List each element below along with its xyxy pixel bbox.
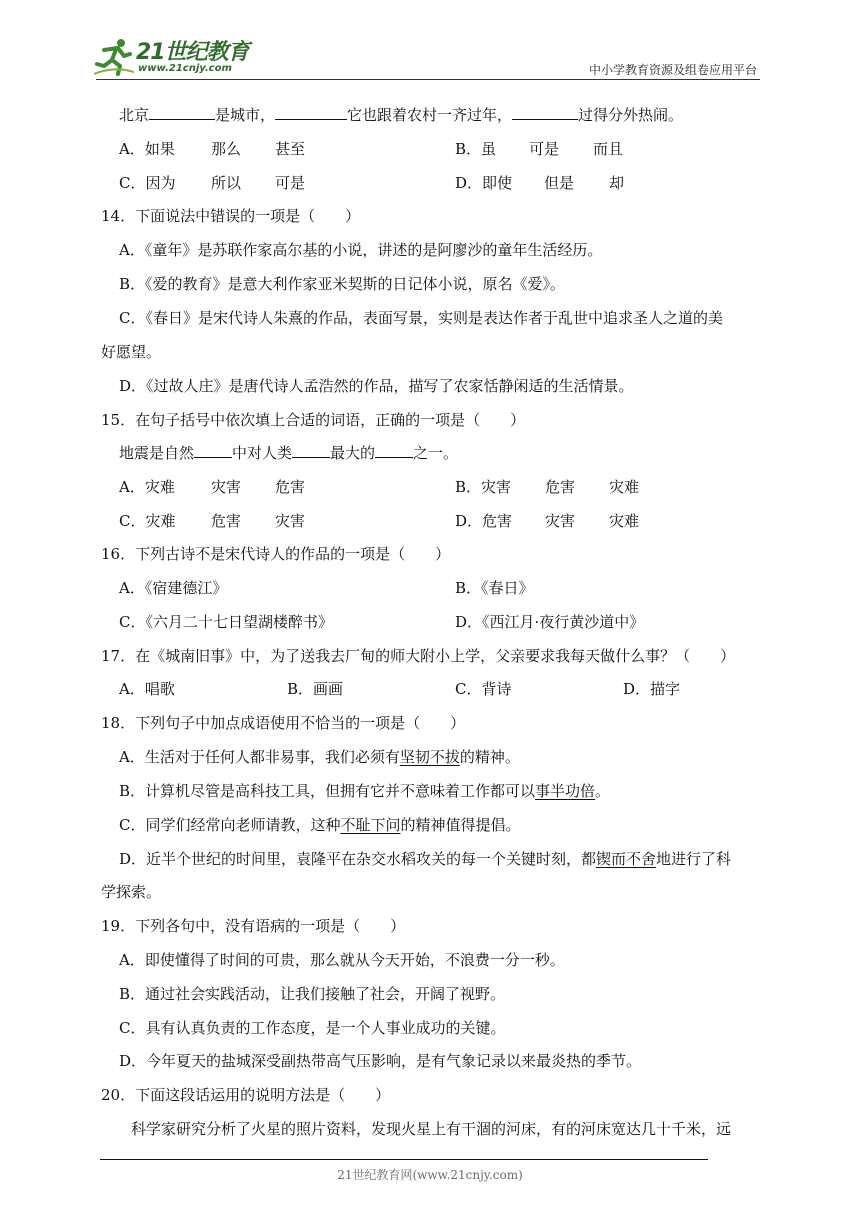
q15-option-a-word: 灾害 xyxy=(211,478,242,496)
q13-option-b-word: 可是 xyxy=(529,140,560,158)
q18-option-c xyxy=(119,815,521,835)
q14-option-a: A．《童年》是苏联作家高尔基的小说，讲述的是阿廖沙的童年生活经历。 xyxy=(119,241,603,259)
q16-option-row xyxy=(119,578,719,598)
q13-option-c: C．因为 xyxy=(119,174,176,192)
q13-stem-part: 过得分外热闹。 xyxy=(578,106,684,124)
q20-stem: 20．下面这段话运用的说明方法是（ ） xyxy=(101,1086,391,1104)
q15-option-row xyxy=(119,511,719,531)
q15-option-row xyxy=(119,477,719,497)
q16-option-b: B．《春日》 xyxy=(455,579,534,597)
q19-option-a: A．即使懂得了时间的可贵，那么就从今天开始，不浪费一分一秒。 xyxy=(119,951,565,969)
header-divider xyxy=(96,79,760,80)
answer-blank xyxy=(149,105,215,120)
q17-option-d: D．描字 xyxy=(623,680,681,698)
logo-title: 21世纪教育 xyxy=(136,40,249,65)
q18-option-d xyxy=(119,849,731,869)
q13-option-row xyxy=(119,173,719,193)
q15-option-d-word: 灾难 xyxy=(609,512,640,530)
q18-option-d-cont: 学探索。 xyxy=(101,883,162,901)
q19-option-b: B．通过社会实践活动，让我们接触了社会，开阔了视野。 xyxy=(119,985,506,1003)
q18-option-c-text: C．同学们经常向老师请教，这种 xyxy=(119,816,341,834)
q16-option-c: C．《六月二十七日望湖楼醉书》 xyxy=(119,613,333,631)
q16-stem: 16．下列古诗不是宋代诗人的作品的一项是（ ） xyxy=(101,545,451,563)
q18-option-b xyxy=(119,781,610,801)
q15-sentence-part: 最大的 xyxy=(330,444,376,462)
q13-option-c-word: 可是 xyxy=(275,174,306,192)
q15-option-a: A．灾难 xyxy=(119,478,175,496)
q13-option-a-word: 那么 xyxy=(211,140,242,158)
q18-idiom: 不耻下问 xyxy=(340,816,401,834)
q13-option-c-word: 所以 xyxy=(211,174,242,192)
q13-option-d-word: 但是 xyxy=(544,174,575,192)
q18-option-a-text: A．生活对于任何人都非易事，我们必须有 xyxy=(119,748,400,766)
q18-option-b-text: B．计算机尽管是高科技工具，但拥有它并不意味着工作都可以 xyxy=(119,782,536,800)
q15-option-a-word: 危害 xyxy=(275,478,306,496)
q15-stem: 15．在句子括号中依次填上合适的词语，正确的一项是（ ） xyxy=(101,411,526,429)
q18-stem: 18．下列句子中加点成语使用不恰当的一项是（ ） xyxy=(101,714,466,732)
q13-option-d-word: 却 xyxy=(609,174,625,192)
q15-option-b-word: 危害 xyxy=(545,478,576,496)
q16-option-row xyxy=(119,612,719,632)
q14-option-c: C．《春日》是宋代诗人朱熹的作品，表面写景，实则是表达作者于乱世中追求圣人之道的美 xyxy=(119,309,723,327)
q17-option-row xyxy=(119,679,739,699)
q13-option-b-word: 而且 xyxy=(593,140,624,158)
q14-option-d: D．《过故人庄》是唐代诗人孟浩然的作品，描写了农家恬静闲适的生活情景。 xyxy=(119,377,634,395)
logo-url: www.21cnjy.com xyxy=(138,63,232,74)
q17-option-c: C．背诗 xyxy=(455,680,512,698)
q15-sentence-part: 中对人类 xyxy=(232,444,293,462)
q15-option-c: C．灾难 xyxy=(119,512,176,530)
q17-option-b: B．画画 xyxy=(287,680,344,698)
q15-option-c-word: 危害 xyxy=(211,512,242,530)
q18-option-d-text: D．近半个世纪的时间里，袁隆平在杂交水稻攻关的每一个关键时刻，都 xyxy=(119,850,597,868)
q13-option-row xyxy=(119,139,719,159)
page-header xyxy=(0,0,860,90)
answer-blank xyxy=(194,443,232,458)
q13-stem xyxy=(119,105,683,125)
q15-option-d-word: 灾害 xyxy=(545,512,576,530)
answer-blank xyxy=(375,443,413,458)
q18-idiom: 锲而不舍 xyxy=(596,850,657,868)
answer-blank xyxy=(275,105,347,120)
q15-sentence-part: 地震是自然 xyxy=(119,444,195,462)
q18-idiom: 坚韧不拔 xyxy=(399,748,460,766)
q14-option-c-cont: 好愿望。 xyxy=(101,343,162,361)
q13-stem-part: 北京 xyxy=(119,106,150,124)
q18-option-a xyxy=(119,747,520,767)
site-logo xyxy=(92,32,262,78)
q16-option-d: D．《西江月·夜行黄沙道中》 xyxy=(455,613,645,631)
q18-idiom: 事半功倍 xyxy=(535,782,596,800)
page-footer: 21世纪教育网(www.21cnjy.com) xyxy=(337,1168,523,1182)
q18-option-a-text: 的精神。 xyxy=(459,748,520,766)
q19-option-c: C．具有认真负责的工作态度，是一个人事业成功的关键。 xyxy=(119,1019,506,1037)
q14-option-b: B．《爱的教育》是意大利作家亚米契斯的日记体小说，原名《爱》。 xyxy=(119,275,566,293)
q18-option-d-text: 地进行了科 xyxy=(656,850,732,868)
runner-logo-icon xyxy=(94,36,134,76)
q13-stem-part: 是城市， xyxy=(215,106,276,124)
q13-option-a: A．如果 xyxy=(119,140,175,158)
q13-stem-part: 它也跟着农村一齐过年， xyxy=(347,106,513,124)
q15-option-d: D．危害 xyxy=(455,512,513,530)
q15-option-b-word: 灾难 xyxy=(609,478,640,496)
q19-stem: 19．下列各句中，没有语病的一项是（ ） xyxy=(101,917,406,935)
answer-blank xyxy=(512,105,578,120)
q18-option-b-text: 。 xyxy=(595,782,611,800)
q13-option-d: D．即使 xyxy=(455,174,513,192)
header-platform-text: 中小学教育资源及组卷应用平台 xyxy=(588,63,757,77)
q13-option-a-word: 甚至 xyxy=(275,140,306,158)
q15-option-b: B．灾害 xyxy=(455,478,512,496)
answer-blank xyxy=(292,443,330,458)
q15-sentence xyxy=(119,443,458,463)
q16-option-a: A．《宿建德江》 xyxy=(119,579,228,597)
q14-stem: 14．下面说法中错误的一项是（ ） xyxy=(101,207,361,225)
q15-option-c-word: 灾害 xyxy=(275,512,306,530)
q17-stem: 17．在《城南旧事》中，为了送我去厂甸的师大附小上学，父亲要求我每天做什么事？（ ） xyxy=(101,647,736,665)
q17-option-a: A．唱歌 xyxy=(119,680,175,698)
q20-passage: 科学家研究分析了火星的照片资料，发现火星上有干涸的河床，有的河床宽达几十千米，远 xyxy=(131,1120,732,1138)
q18-option-c-text: 的精神值得提倡。 xyxy=(400,816,521,834)
q13-option-b: B．虽 xyxy=(455,140,497,158)
q15-sentence-part: 之一。 xyxy=(413,444,459,462)
footer-divider xyxy=(100,1159,708,1160)
q19-option-d: D．今年夏天的盐城深受副热带高气压影响，是有气象记录以来最炎热的季节。 xyxy=(119,1052,642,1070)
